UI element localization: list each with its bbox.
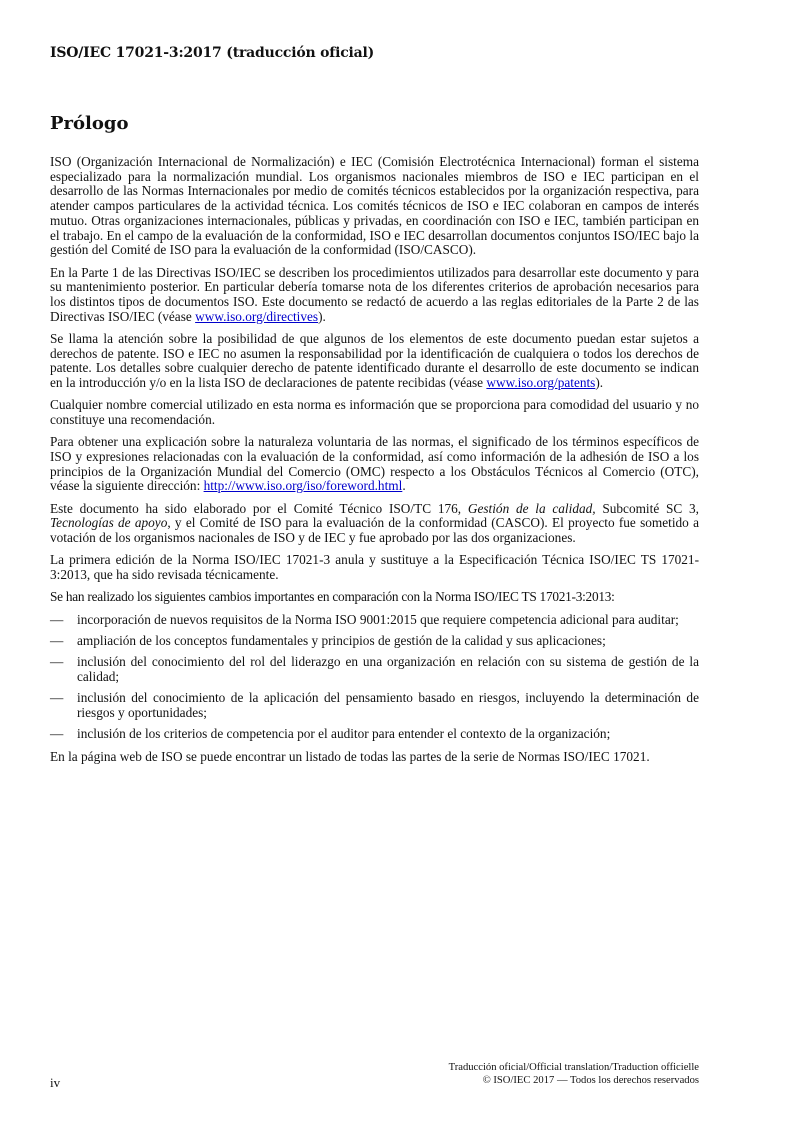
paragraph-text: En la Parte 1 de las Directivas ISO/IEC se describen los procedimientos utilizados para desarrollar este documento y para su mantenimiento posterior. En particular debería tomarse nota de los diferentes criterios de aprobación necesarios para los distintos tipos de documentos ISO. Este documento se redactó de acuerdo a las reglas editoriales de la Parte 2 de las Directivas ISO/IEC (véase	[50, 264, 699, 324]
paragraph-text: , y el Comité de ISO para la evaluación de la conformidad (CASCO). El proyecto fue sometido a votación de los organismos nacionales de ISO y de IEC y fue aprobado por las dos organizaciones.	[50, 515, 699, 546]
paragraph-series-listing: En la página web de ISO se puede encontrar un listado de todas las partes de la serie de Normas ISO/IEC 17021.	[50, 748, 650, 764]
document-header: ISO/IEC 17021-3:2017 (traducción oficial)	[50, 45, 375, 61]
subcommittee-name: Tecnologías de apoyo	[50, 515, 168, 531]
paragraph-text: Para obtener una explicación sobre la naturaleza voluntaria de las normas, el significado de los términos específicos de ISO y expresiones relacionadas con la evaluación de la conformidad, así como información de la adhesión de ISO a los principios de la Organización Mundial del Comercio (OMC) respecto a los Obstáculos Técnicos al Comercio (OTC), véase la siguiente dirección:	[50, 434, 699, 494]
committee-name: Gestión de la calidad,	[467, 500, 596, 516]
foreword-link[interactable]: http://www.iso.org/iso/foreword.html	[203, 478, 403, 494]
copyright-notice: © ISO/IEC 2017 — Todos los derechos reservados	[482, 1075, 699, 1086]
list-item: — inclusión del conocimiento del rol del liderazgo en una organización en relación con su sistema de gestión de la calidad;	[50, 655, 699, 684]
list-item: — ampliación de los conceptos fundamentales y principios de gestión de la calidad y sus aplicaciones;	[50, 634, 699, 649]
paragraph-text: Subcomité SC 3,	[595, 500, 699, 516]
paragraph-directives	[50, 266, 699, 325]
section-title: Prólogo	[50, 113, 129, 134]
changes-list	[50, 613, 699, 742]
paragraph-text: .	[402, 478, 406, 494]
paragraph-trade-names: Cualquier nombre comercial utilizado en esta norma es información que se proporciona para comodidad del usuario y no constituye una recomendación.	[50, 397, 699, 428]
list-item: — incorporación de nuevos requisitos de la Norma ISO 9001:2015 que requiere competencia adicional para auditar;	[50, 613, 699, 628]
paragraph-intro: ISO (Organización Internacional de Normalización) e IEC (Comisión Electrotécnica Internacional) forman el sistema especializado para la normalización mundial. Los organismos nacionales miembros de ISO e IEC participan en el desarrollo de las Normas Internacionales por medio de comités técnicos establecidos por la organización respectiva, para atender campos particulares de la actividad técnica. Los comités técnicos de ISO e IEC colaboran en campos de interés mutuo. Otras organizaciones internacionales, públicas y privadas, en coordinación con ISO e IEC, también participan en el trabajo. En el campo de la evaluación de la conformidad, ISO e IEC desarrollan documentos conjuntos ISO/IEC bajo la gestión del Comité de ISO para la evaluación de la conformidad (ISO/CASCO).	[50, 154, 699, 258]
patents-link[interactable]: www.iso.org/patents	[486, 375, 596, 391]
paragraph-text: ).	[318, 308, 326, 324]
paragraph-committee	[50, 502, 699, 546]
paragraph-changes-intro: Se han realizado los siguientes cambios importantes en comparación con la Norma ISO/IEC TS 17021-3:2013:	[50, 589, 615, 605]
paragraph-text: Este documento ha sido elaborado por el Comité Técnico ISO/TC 176,	[50, 500, 468, 516]
paragraph-patents	[50, 332, 699, 391]
paragraph-text: ).	[595, 375, 604, 391]
list-item: — inclusión de los criterios de competencia por el auditor para entender el contexto de la organización;	[50, 727, 699, 742]
translation-note: Traducción oficial/Official translation/Traduction officielle	[448, 1062, 699, 1073]
paragraph-voluntary-nature	[50, 435, 699, 494]
list-item: — inclusión del conocimiento de la aplicación del pensamiento basado en riesgos, incluyendo la determinación de riesgos y oportunidades;	[50, 691, 699, 720]
directives-link[interactable]: www.iso.org/directives	[195, 308, 319, 324]
page-number: iv	[50, 1075, 61, 1090]
paragraph-text: Se llama la atención sobre la posibilidad de que algunos de los elementos de este documento puedan estar sujetos a derechos de patente. ISO e IEC no asumen la responsabilidad por la identificación de cualquiera o todos los derechos de patente. Los detalles sobre cualquier derecho de patente identificado durante el desarrollo de este documento se indican en la introducción y/o en la lista ISO de declaraciones de patente recibidas (véase	[50, 330, 699, 391]
foreword-body	[50, 155, 699, 772]
footer-notice	[449, 1061, 699, 1087]
paragraph-edition: La primera edición de la Norma ISO/IEC 17021-3 anula y sustituye a la Especificación Técnica ISO/IEC TS 17021-3:2013, que ha sido revisada técnicamente.	[50, 552, 699, 583]
